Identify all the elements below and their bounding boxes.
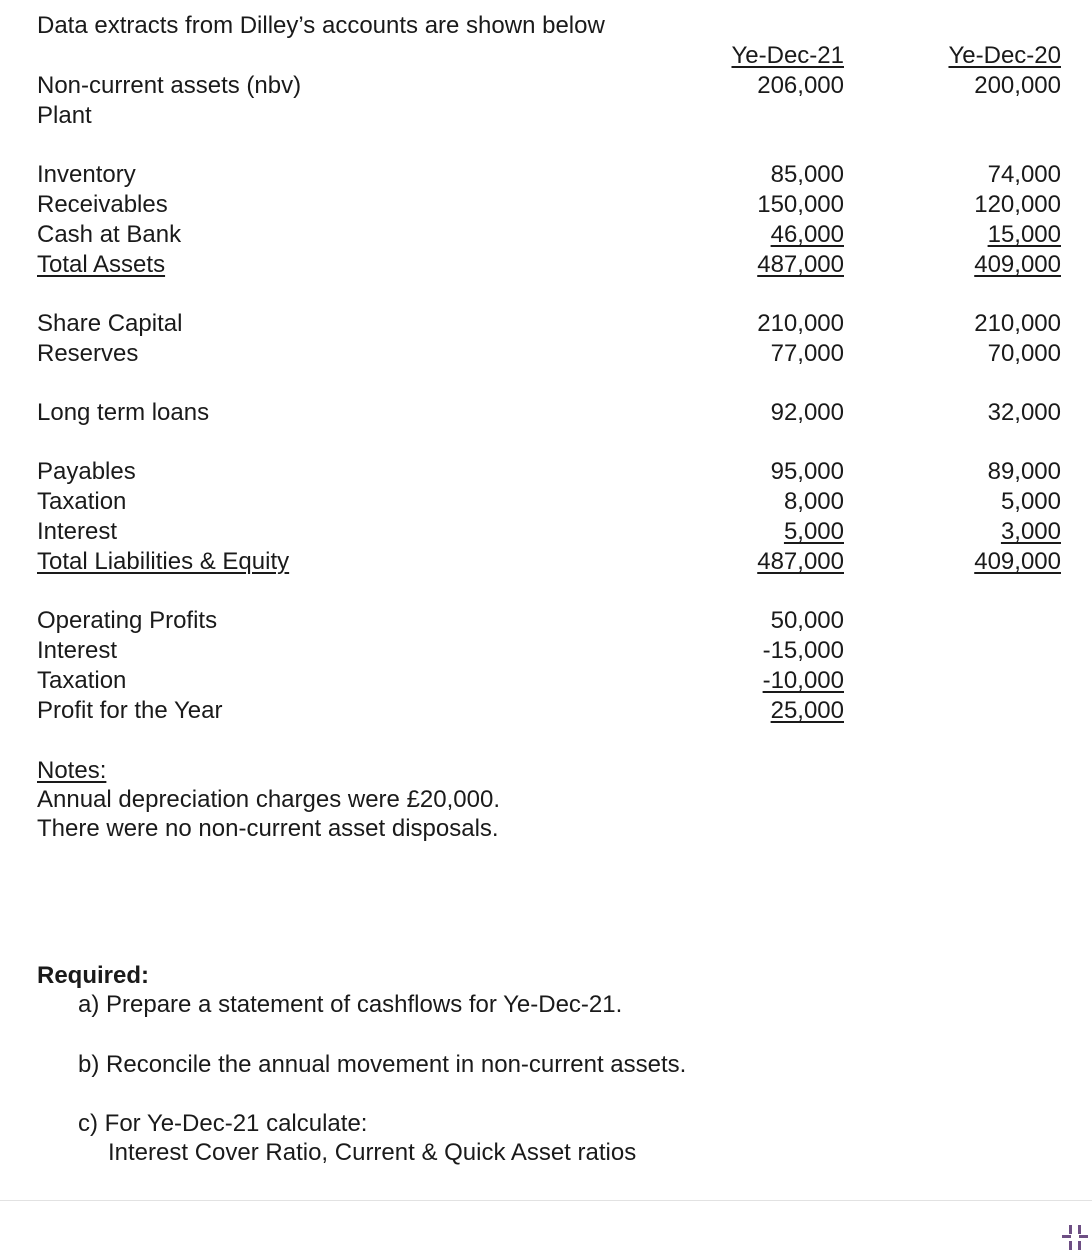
reserves-label: Reserves <box>37 340 139 367</box>
total-assets-2020: 409,000 <box>974 251 1061 278</box>
pl-taxation-label: Taxation <box>37 667 127 694</box>
values-2020 <box>921 71 1061 577</box>
inventory-2020: 74,000 <box>987 161 1061 188</box>
op-profits-2021: 50,000 <box>770 607 844 634</box>
loans-2020: 32,000 <box>987 399 1061 426</box>
share-capital-label: Share Capital <box>37 310 183 337</box>
nca-heading: Non-current assets (nbv) <box>37 72 302 99</box>
bottom-divider <box>0 1200 1092 1201</box>
taxation-2021: 8,000 <box>783 488 844 515</box>
reserves-2021: 77,000 <box>770 340 844 367</box>
inventory-label: Inventory <box>37 161 136 188</box>
pl-interest-label: Interest <box>37 637 118 664</box>
total-assets-2021: 487,000 <box>757 251 844 278</box>
column-header-2020: Ye-Dec-20 <box>948 42 1061 69</box>
notes-title: Notes: <box>37 757 107 784</box>
required-c: c) For Ye-Dec-21 calculate: <box>78 1110 368 1137</box>
row-labels <box>37 71 301 726</box>
cash-label: Cash at Bank <box>37 221 182 248</box>
plant-2021: 206,000 <box>757 72 844 99</box>
share-capital-2020: 210,000 <box>974 310 1061 337</box>
payables-2021: 95,000 <box>770 458 844 485</box>
intro-text: Data extracts from Dilley’s accounts are shown below <box>37 12 605 39</box>
pl-taxation-2021: -10,000 <box>762 667 844 694</box>
required-b: b) Reconcile the annual movement in non-current assets. <box>78 1051 687 1078</box>
plant-2020: 200,000 <box>974 72 1061 99</box>
total-le-2021: 487,000 <box>757 548 844 575</box>
total-le-label: Total Liabilities & Equity <box>37 548 290 575</box>
plant-label: Plant <box>37 102 92 129</box>
cash-2020: 15,000 <box>987 221 1061 248</box>
pl-interest-2021: -15,000 <box>762 637 844 664</box>
interest-2021: 5,000 <box>783 518 844 545</box>
taxation-label: Taxation <box>37 488 127 515</box>
cash-2021: 46,000 <box>770 221 844 248</box>
grid-logo-icon[interactable] <box>1062 1225 1088 1251</box>
notes-section <box>37 756 500 843</box>
column-header-2021: Ye-Dec-21 <box>731 42 844 69</box>
total-assets-label: Total Assets <box>37 251 166 278</box>
payables-label: Payables <box>37 458 136 485</box>
share-capital-2021: 210,000 <box>757 310 844 337</box>
required-c-detail: Interest Cover Ratio, Current & Quick Asset ratios <box>108 1139 637 1166</box>
taxation-2020: 5,000 <box>1000 488 1061 515</box>
required-title: Required: <box>37 962 150 989</box>
notes-line-2: There were no non-current asset disposals. <box>37 815 499 842</box>
payables-2020: 89,000 <box>987 458 1061 485</box>
required-section <box>37 961 686 1167</box>
profit-year-label: Profit for the Year <box>37 697 223 724</box>
interest-label: Interest <box>37 518 118 545</box>
receivables-2020: 120,000 <box>974 191 1061 218</box>
reserves-2020: 70,000 <box>987 340 1061 367</box>
values-2021 <box>704 71 844 726</box>
required-a: a) Prepare a statement of cashflows for Ye-Dec-21. <box>78 991 623 1018</box>
loans-2021: 92,000 <box>770 399 844 426</box>
notes-line-1: Annual depreciation charges were £20,000. <box>37 786 500 813</box>
interest-2020: 3,000 <box>1000 518 1061 545</box>
inventory-2021: 85,000 <box>770 161 844 188</box>
receivables-label: Receivables <box>37 191 168 218</box>
total-le-2020: 409,000 <box>974 548 1061 575</box>
loans-label: Long term loans <box>37 399 210 426</box>
receivables-2021: 150,000 <box>757 191 844 218</box>
op-profits-label: Operating Profits <box>37 607 218 634</box>
profit-year-2021: 25,000 <box>770 697 844 724</box>
